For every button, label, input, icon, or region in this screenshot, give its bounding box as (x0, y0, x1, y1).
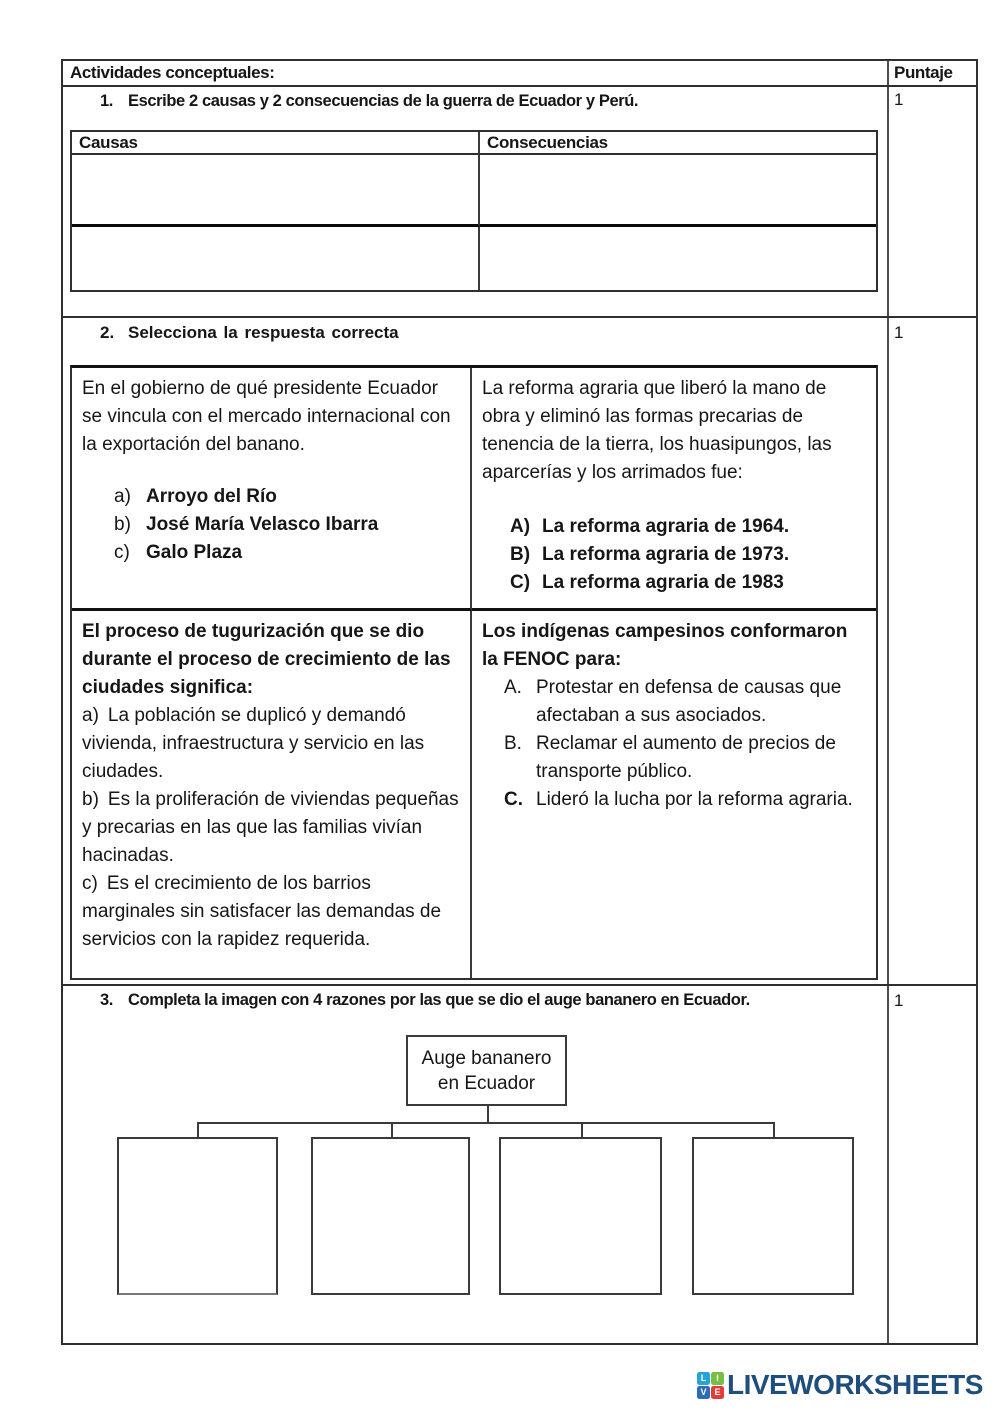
option-text: Arroyo del Río (146, 486, 277, 507)
quiz-question-text: Los indígenas campesinos conformaron la FENOC para: (482, 621, 848, 670)
consequences-answer-cell-2[interactable] (480, 227, 876, 290)
quiz-question-text: En el gobierno de qué presidente Ecuador se vincula con el mercado internacional con la exportación del banano. (82, 378, 451, 455)
quiz-question-text: El proceso de tugurización que se dio durante el proceso de crecimiento de las ciudades significa: (82, 621, 451, 698)
question-3-text: Completa la imagen con 4 razones por las que se dio el auge bananero en Ecuador. (128, 991, 750, 1009)
option-marker: c) (114, 542, 130, 563)
activities-sheet (61, 59, 978, 1345)
option-text: La reforma agraria de 1973. (542, 544, 790, 565)
option-text: La población se duplicó y demandó vivienda, infraestructura y servicio en las ciudades. (82, 705, 425, 782)
logo-square-e: E (711, 1386, 724, 1399)
question-1-text: Escribe 2 causas y 2 consecuencias de la guerra de Ecuador y Perú. (128, 92, 639, 110)
option-b[interactable] (114, 511, 460, 539)
question-3-number: 3. (100, 991, 113, 1009)
option-c[interactable] (82, 870, 460, 954)
quiz-options (510, 513, 866, 597)
liveworksheets-logo[interactable] (697, 1371, 983, 1399)
option-marker: b) (82, 789, 99, 810)
diagram-answer-box-4[interactable] (692, 1137, 854, 1295)
option-text: Es la proliferación de viviendas pequeñas y precarias en las que las familias vivían hacinadas. (82, 789, 459, 866)
question-2-points: 1 (894, 323, 904, 342)
quiz-options (504, 674, 866, 814)
consequences-answer-cell-1[interactable] (480, 155, 876, 227)
question-3-points: 1 (894, 991, 904, 1010)
quiz-options (114, 483, 460, 567)
question-3-title (100, 991, 750, 1010)
option-marker: A. (504, 677, 522, 698)
score-column-header: Puntaje (894, 63, 953, 82)
consequences-column-header: Consecuencias (480, 132, 876, 155)
header-row-divider (63, 85, 976, 87)
option-text: La reforma agraria de 1983 (542, 572, 784, 593)
option-marker: a) (114, 486, 131, 507)
option-marker: c) (82, 873, 98, 894)
diagram-answer-box-1[interactable] (117, 1137, 278, 1295)
option-b[interactable] (82, 786, 460, 870)
diagram-answer-box-2[interactable] (311, 1137, 470, 1295)
question-2-text: Selecciona la respuesta correcta (128, 323, 399, 342)
option-marker: A) (510, 516, 531, 537)
option-b[interactable] (504, 730, 866, 786)
option-text: La reforma agraria de 1964. (542, 516, 790, 537)
logo-square-l: L (697, 1372, 710, 1385)
quiz-cell-agrarian-reform (472, 368, 876, 611)
option-marker: b) (114, 514, 131, 535)
option-c[interactable] (510, 569, 866, 597)
option-b[interactable] (510, 541, 866, 569)
option-marker: B) (510, 544, 531, 565)
diagram-root-box: Auge bananero en Ecuador (406, 1035, 567, 1106)
option-a[interactable] (82, 702, 460, 786)
option-c[interactable] (114, 539, 460, 567)
option-marker: C) (510, 572, 531, 593)
question-1-title (100, 92, 638, 111)
section-2-3-divider (63, 984, 976, 986)
score-column-divider (887, 61, 889, 1343)
question-2-number: 2. (100, 323, 115, 342)
logo-square-v: V (697, 1386, 710, 1399)
diagram-horizontal-connector (197, 1122, 775, 1124)
option-a[interactable] (504, 674, 866, 730)
liveworksheets-wordmark: LIVEWORKSHEETS (727, 1369, 983, 1400)
question-1-number: 1. (100, 92, 113, 110)
logo-square-i: I (711, 1372, 724, 1385)
option-marker: C. (504, 789, 523, 810)
option-text: Reclamar el aumento de precios de transporte público. (536, 733, 836, 782)
option-marker: a) (82, 705, 99, 726)
causes-answer-cell-2[interactable] (72, 227, 480, 290)
quiz-table (70, 365, 878, 980)
quiz-cell-fenoc (472, 611, 876, 978)
option-text: José María Velasco Ibarra (146, 514, 379, 535)
causes-column-header: Causas (72, 132, 480, 155)
option-text: Galo Plaza (146, 542, 243, 563)
question-2-title (100, 323, 399, 343)
section-1-2-divider (63, 316, 976, 318)
option-a[interactable] (114, 483, 460, 511)
question-1-points: 1 (894, 90, 904, 109)
option-a[interactable] (510, 513, 866, 541)
quiz-cell-tugurizacion (72, 611, 472, 978)
option-text: Protestar en defensa de causas que afectaban a sus asociados. (536, 677, 842, 726)
quiz-question-text: La reforma agraria que liberó la mano de obra y eliminó las formas precarias de tenencia de la tierra, los huasipungos, las aparcerías y los arrimados fue: (482, 378, 832, 483)
diagram-root-connector-line (487, 1106, 489, 1122)
option-marker: B. (504, 733, 522, 754)
quiz-cell-banana-president (72, 368, 472, 611)
option-text: Lideró la lucha por la reforma agraria. (536, 789, 853, 810)
liveworksheets-logo-icon (697, 1372, 724, 1399)
option-c[interactable] (504, 786, 866, 814)
sheet-title: Actividades conceptuales: (70, 63, 275, 82)
causes-answer-cell-1[interactable] (72, 155, 480, 227)
causes-consequences-table (70, 130, 878, 292)
option-text: Es el crecimiento de los barrios marginales sin satisfacer las demandas de servicios con la rapidez requerida. (82, 873, 442, 950)
diagram-answer-box-3[interactable] (499, 1137, 662, 1295)
